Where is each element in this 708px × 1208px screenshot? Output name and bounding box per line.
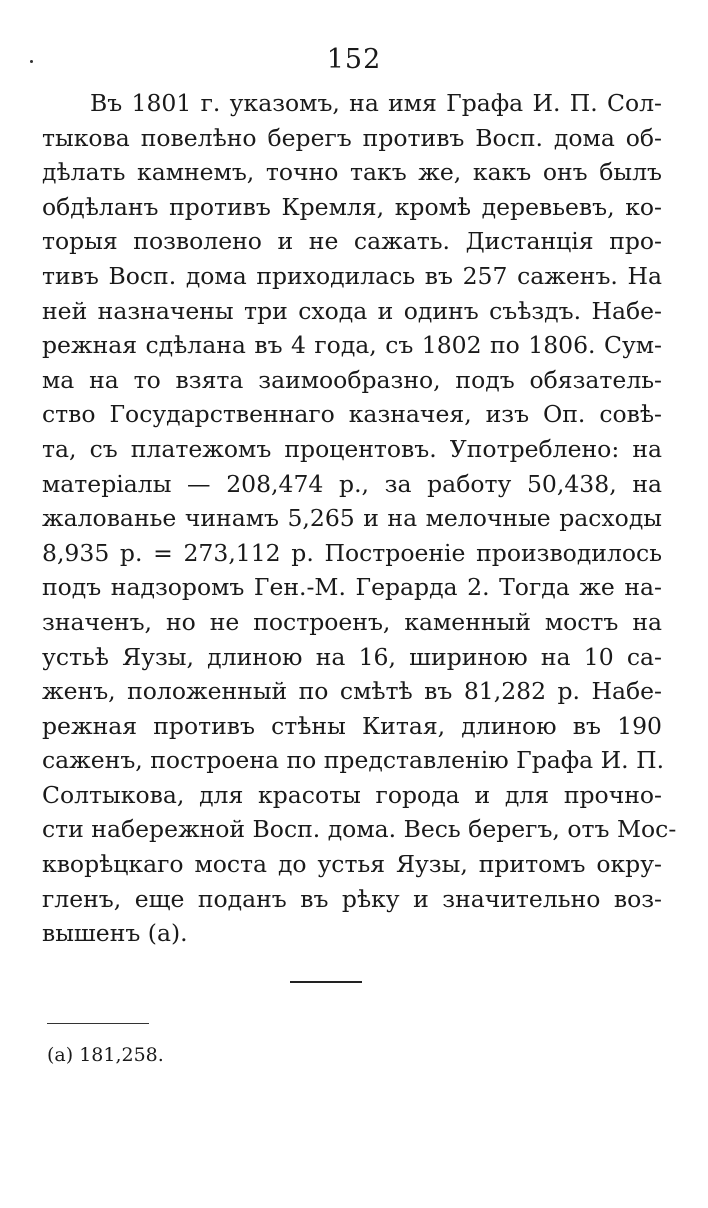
text-line: саженъ, построена по представленію Графа И. П. [42, 746, 665, 775]
text-line: та, съ платежомъ процентовъ. Употреблено: на [42, 434, 662, 463]
text-line: торыя позволено и не сажать. Дистанція про- [42, 227, 662, 256]
text-line: ней назначены три схода и одинъ съѣздъ. Набе- [42, 296, 662, 325]
text-line: обдѣланъ противъ Кремля, кромѣ деревьевъ, ко- [42, 192, 662, 221]
footnote-rule [47, 1023, 149, 1024]
text-line: Солтыкова, для красоты города и для прочно- [42, 780, 662, 809]
text-line: ство Государственнаго казначея, изъ Оп. совѣ- [42, 400, 662, 429]
text-line: кворѣцкаго моста до устья Яузы, притомъ окру- [42, 850, 662, 879]
text-line: сти набережной Восп. дома. Весь берегъ, отъ Мос- [42, 815, 677, 844]
text-line: Въ 1801 г. указомъ, на имя Графа И. П. Сол- [90, 89, 662, 117]
text-line: дѣлать камнемъ, точно такъ же, какъ онъ былъ [42, 158, 662, 187]
text-line: режная противъ стѣны Китая, длиною въ 190 [42, 711, 662, 740]
text-line: тивъ Восп. дома приходилась въ 257 саженъ. На [42, 261, 662, 290]
text-line: матеріалы — 208,474 р., за работу 50,438, на [42, 469, 662, 498]
text-line: устьѣ Яузы, длиною на 16, шириною на 10 са- [42, 642, 662, 671]
text-line: подъ надзоромъ Ген.-М. Герарда 2. Тогда же на- [42, 573, 662, 602]
text-line: гленъ, еще поданъ въ рѣку и значительно воз- [42, 884, 662, 913]
text-line: жалованье чинамъ 5,265 и на мелочные расходы [42, 504, 662, 533]
text-line: тыкова повелѣно берегъ противъ Восп. дома об- [42, 123, 662, 152]
text-line: женъ, положенный по смѣтѣ въ 81,282 р. Набе- [42, 677, 662, 706]
footnote: (а) 181,258. [47, 1044, 164, 1066]
text-line: режная сдѣлана въ 4 года, съ 1802 по 1806. Сум- [42, 331, 662, 360]
text-line: 8,935 р. = 273,112 р. Построеніе производилось [42, 538, 662, 567]
body-paragraph [42, 86, 677, 951]
text-line: значенъ, но не построенъ, каменный мостъ на [42, 607, 662, 636]
page-number: 152 [326, 44, 382, 75]
text-line: вышенъ (а). [42, 919, 188, 948]
section-divider [290, 981, 362, 983]
text-line: ма на то взята заимообразно, подъ обязатель- [42, 365, 662, 394]
